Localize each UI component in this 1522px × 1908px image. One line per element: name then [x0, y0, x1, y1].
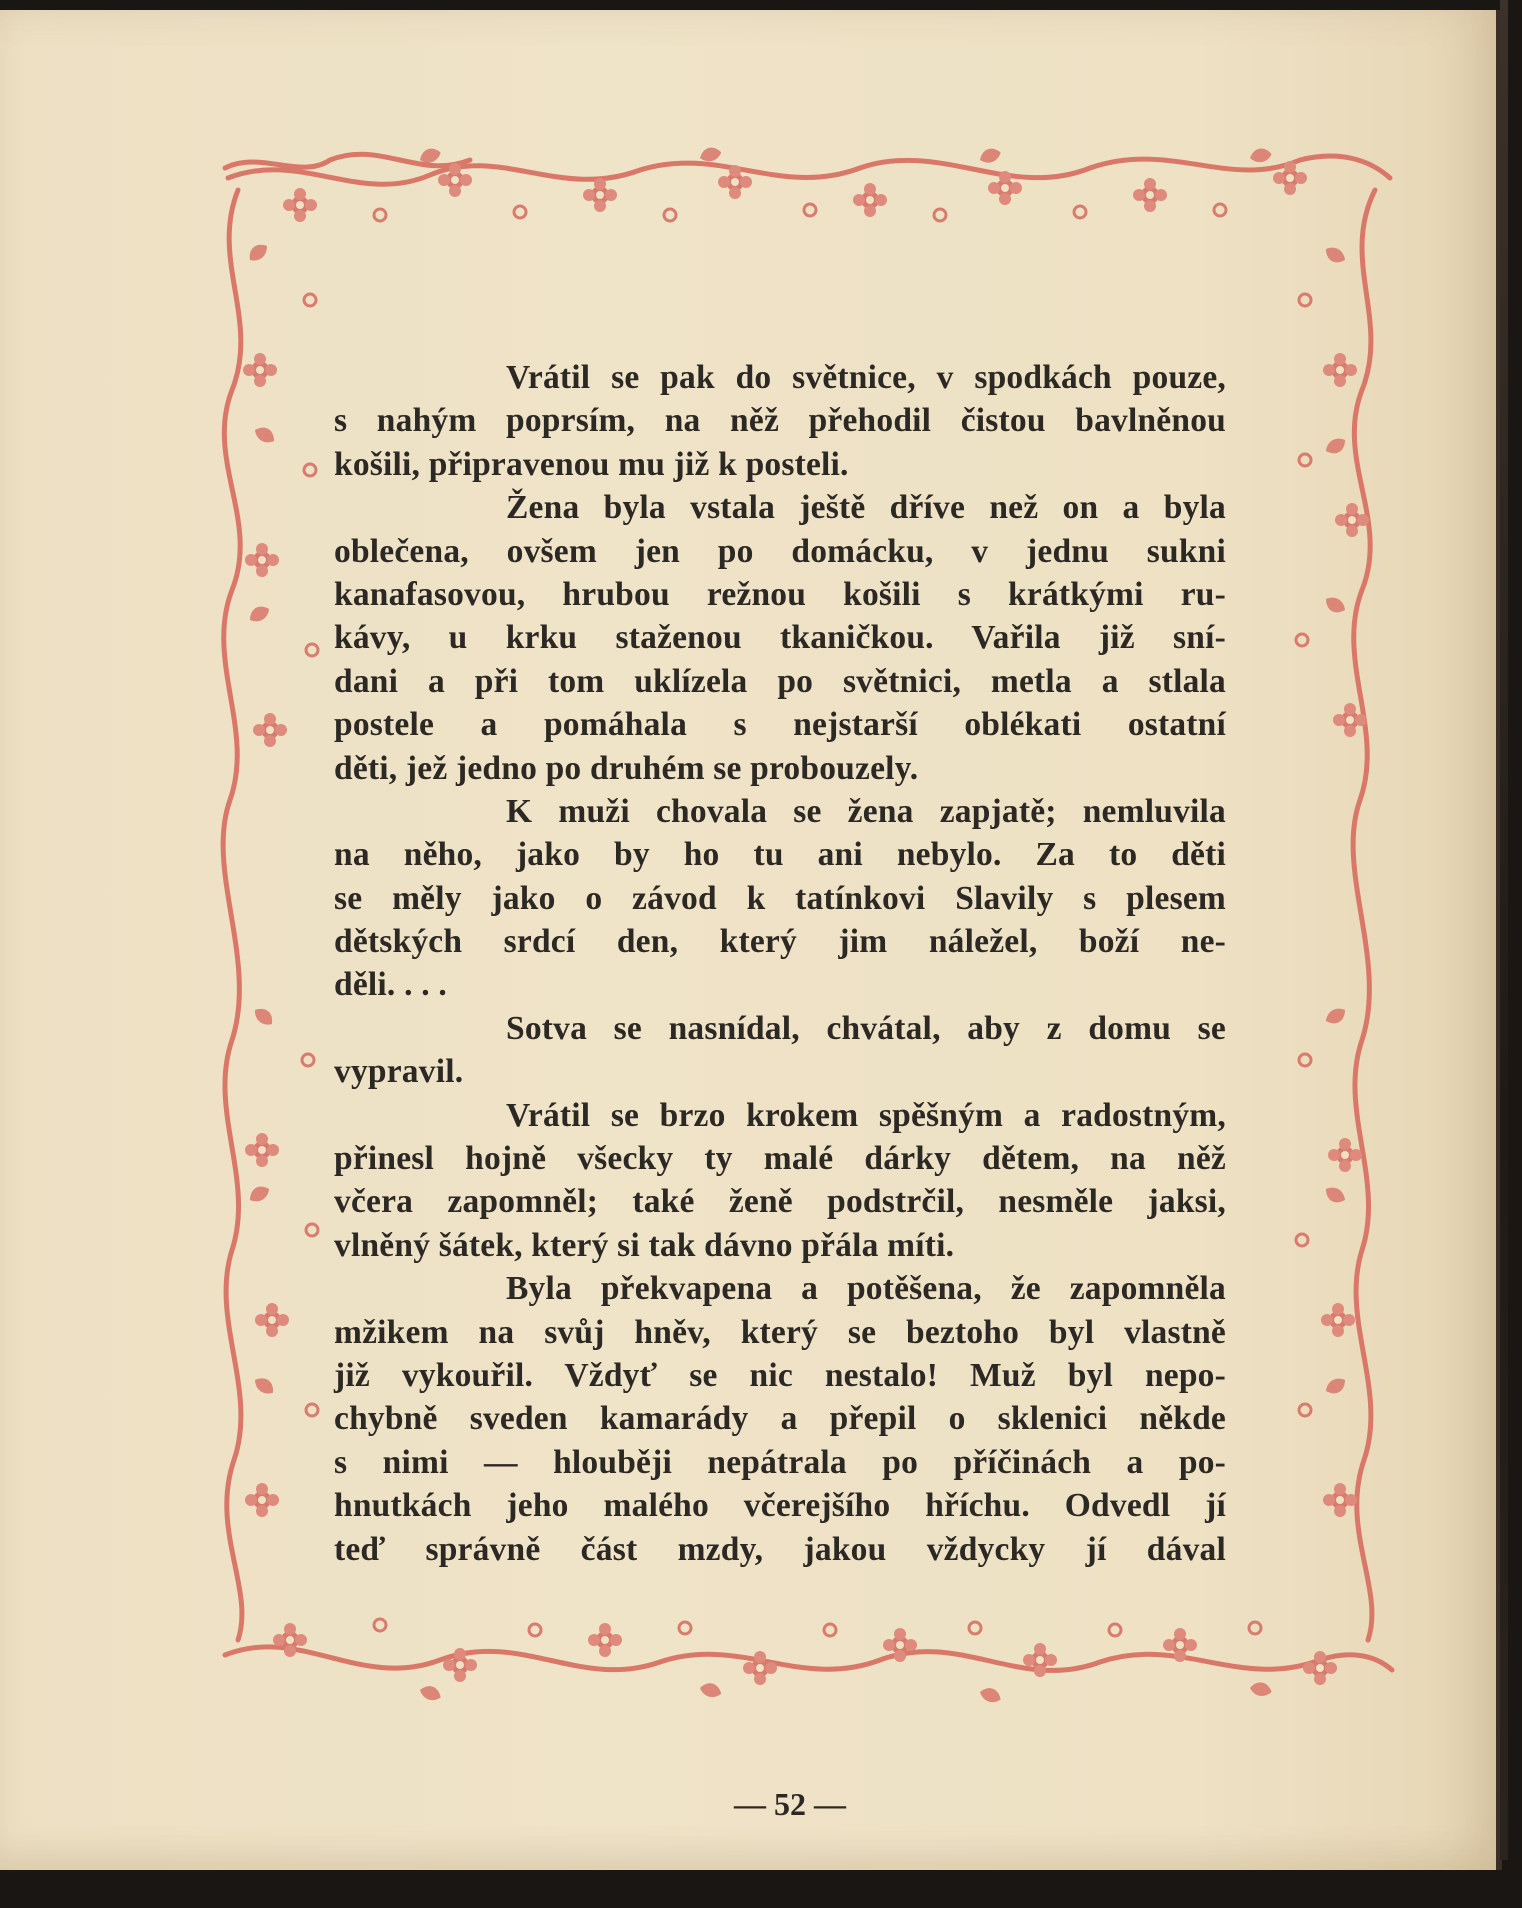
text-line: košili, připravenou mu již k posteli.	[334, 445, 849, 483]
paragraph-4	[334, 1007, 1226, 1094]
text-line: kávy, u krku staženou tkaničkou. Vařila již sní-	[334, 619, 1226, 657]
paragraph-3	[334, 790, 1226, 1007]
text-line: s nimi — hlouběji nepátrala po příčinách a po-	[334, 1443, 1226, 1481]
text-line: Byla překvapena a potěšena, že zapomněla	[506, 1270, 1226, 1308]
text-line: dani a při tom uklízela po světnici, metla a stlala	[334, 662, 1226, 700]
paragraph-2	[334, 486, 1226, 790]
text-line: s nahým poprsím, na něž přehodil čistou bavlněnou	[334, 402, 1226, 440]
text-line: vypravil.	[334, 1053, 464, 1091]
text-line: dětských srdcí den, který jim náležel, boží ne-	[334, 923, 1226, 961]
text-line: již vykouřil. Vždyť se nic nestalo! Muž byl nepo-	[334, 1356, 1226, 1394]
text-line: postele a pomáhala s nejstarší oblékati ostatní	[334, 706, 1226, 744]
text-line: chybně sveden kamarády a přepil o sklenici někde	[334, 1400, 1226, 1438]
text-line: mžikem na svůj hněv, který se beztoho byl vlastně	[334, 1313, 1226, 1351]
text-line: Žena byla vstala ještě dříve než on a byla	[506, 489, 1226, 527]
text-line: hnutkách jeho malého včerejšího hříchu. Odvedl jí	[334, 1487, 1226, 1525]
text-line: Vrátil se brzo krokem spěšným a radostným,	[506, 1096, 1226, 1134]
text-line: děli. . . .	[334, 966, 447, 1004]
text-line: se měly jako o závod k tatínkovi Slavily s plesem	[334, 879, 1226, 917]
text-line: teď správně část mzdy, jakou vždycky jí dával	[334, 1530, 1226, 1568]
text-line: kanafasovou, hrubou režnou košili s krátkými ru-	[334, 575, 1226, 613]
paragraph-1	[334, 356, 1226, 486]
page-number: — 52 —	[734, 1786, 846, 1822]
text-line: Sotva se nasnídal, chvátal, aby z domu se	[506, 1009, 1226, 1047]
text-line: oblečena, ovšem jen po domácku, v jednu sukni	[334, 532, 1226, 570]
text-line: Vrátil se pak do světnice, v spodkách pouze,	[506, 359, 1226, 396]
text-line: přinesl hojně všecky ty malé dárky dětem, na něž	[334, 1140, 1226, 1178]
paragraph-6	[334, 1267, 1226, 1571]
text-line: děti, jež jedno po druhém se probouzely.	[334, 749, 919, 787]
text-line: včera zapomněl; také ženě podstrčil, nesměle jaksi,	[334, 1183, 1226, 1221]
text-line: na něho, jako by ho tu ani nebylo. Za to děti	[334, 836, 1226, 874]
paragraph-5	[334, 1094, 1226, 1268]
text-line: vlněný šátek, který si tak dávno přála míti.	[334, 1226, 955, 1264]
text-line: K muži chovala se žena zapjatě; nemluvila	[506, 792, 1226, 830]
body-text	[334, 356, 1226, 1571]
